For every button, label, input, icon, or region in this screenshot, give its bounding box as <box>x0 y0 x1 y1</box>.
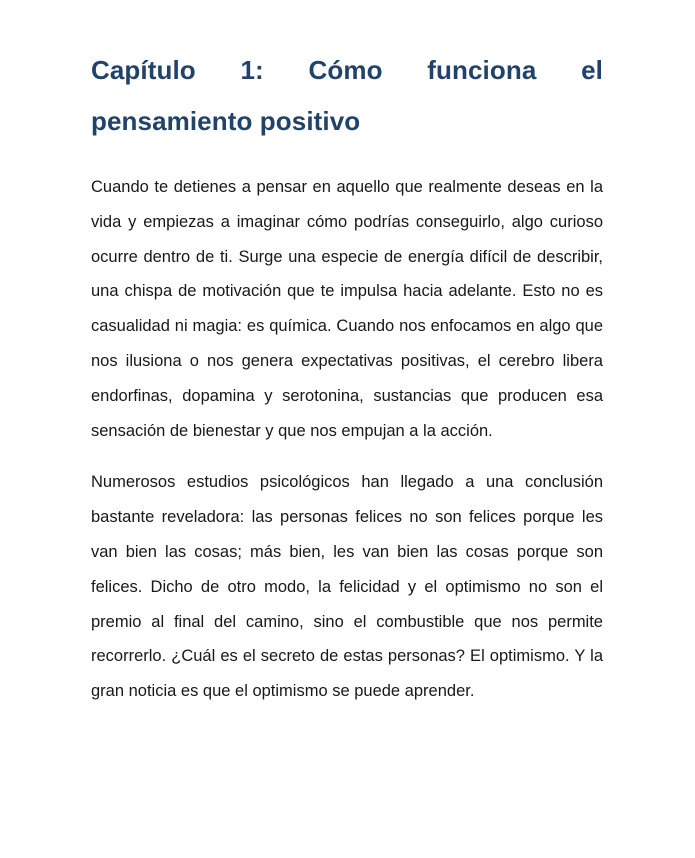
page-content-column <box>91 0 603 709</box>
chapter-heading <box>91 0 603 147</box>
body-paragraph-2: Numerosos estudios psicológicos han llegado a una conclusión bastante reveladora: las personas felices no son felices porque les van bien las cosas; más bien, les van bien las cosas porque son felices. Dicho de otro modo, la felicidad y el optimismo no son el premio al final del camino, sino el combustible que nos permite recorrerlo. ¿Cuál es el secreto de estas personas? El optimismo. Y la gran noticia es que el optimismo se puede aprender. <box>91 473 603 701</box>
body-paragraph-1: Cuando te detienes a pensar en aquello que realmente deseas en la vida y empiezas a imaginar cómo podrías conseguirlo, algo curioso ocurre dentro de ti. Surge una especie de energía difícil de describir, una chispa de motivación que te impulsa hacia adelante. Esto no es casualidad ni magia: es química. Cuando nos enfocamos en algo que nos ilusiona o nos genera expectativas positivas, el cerebro libera endorfinas, dopamina y serotonina, sustancias que producen esa sensación de bienestar y que nos empujan a la acción. <box>91 178 603 440</box>
chapter-heading-line-2: pensamiento positivo <box>91 106 361 136</box>
chapter-heading-line-1: Capítulo 1: Cómo funciona el <box>91 55 603 85</box>
